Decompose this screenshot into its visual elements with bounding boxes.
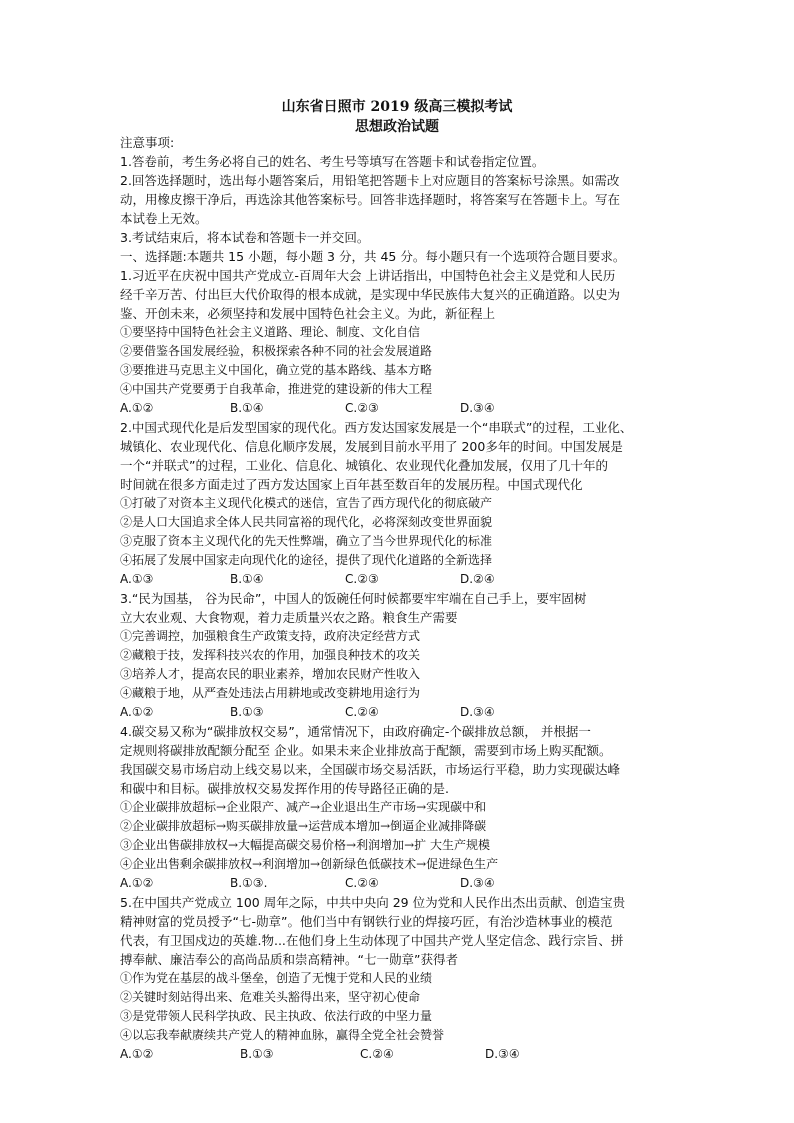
option-a: A.①② <box>120 705 154 719</box>
question-stem: 4.碳交易又称为“碳排放权交易”，通常情况下，由政府确定-个碳排放总额， 并根据一 <box>120 724 591 739</box>
option-d: D.③④ <box>460 705 495 719</box>
title-block <box>0 97 794 137</box>
option-c: C.②④ <box>345 876 379 890</box>
page-subtitle: 思想政治试题 <box>355 119 439 135</box>
option-b: B.①③ <box>230 705 264 719</box>
option-c: C.②④ <box>345 705 379 719</box>
question-stem: 3.“民为国基， 谷为民命”，中国人的饭碗任何时候都要牢牢端在自己手上，要牢固树 <box>120 591 587 606</box>
question-item: ①完善调控，加强粮食生产政策支持，政府决定经营方式 <box>120 629 421 643</box>
option-d: D.③④ <box>460 876 495 890</box>
option-c: C.②③ <box>345 401 379 415</box>
option-b: B.①③ <box>240 1047 274 1061</box>
answer-options <box>120 874 680 893</box>
question-stem: 经千辛万苦、付出巨大代价取得的根本成就，是实现中华民族伟大复兴的正确道路。以史为 <box>120 287 621 302</box>
question-item: ④藏粮于地，从严查处违法占用耕地或改变耕地用途行为 <box>120 686 421 700</box>
option-d: D.③④ <box>485 1047 520 1061</box>
question-stem: 代表，有卫国戍边的英雄.物...在他们身上生动体现了中国共产党人坚定信念、践行宗旨、拼 <box>120 933 624 948</box>
question-item: ④中国共产党要勇于自我革命，推进党的建设新的伟大工程 <box>120 382 433 396</box>
question-item: ③培养人才，提高农民的职业素养，增加农民财产性收入 <box>120 667 421 681</box>
option-b: B.①④ <box>230 401 264 415</box>
question-3 <box>120 589 680 722</box>
question-stem: 一个“并联式”的过程，工业化、信息化、城镇化、农业现代化叠加发展，仅用了几十年的 <box>120 458 608 473</box>
question-item: ①要坚持中国特色社会主义道路、理论、制度、文化自信 <box>120 325 421 339</box>
question-stem: 1.习近平在庆祝中国共产党成立-百周年大会 上讲话指出，中国特色社会主义是党和人民历 <box>120 268 616 283</box>
question-item: ③要推进马克思主义中国化，确立党的基本路线、基本方略 <box>120 363 433 377</box>
question-item: ②是人口大国追求全体人民共同富裕的现代化，必将深刻改变世界面貌 <box>120 515 493 529</box>
question-stem: 搏奉献、廉洁奉公的高尚品质和崇高精神。“七一勋章”获得者 <box>120 952 458 967</box>
question-stem: 立大农业观、大食物观，着力走质量兴农之路。粮食生产需要 <box>120 610 458 625</box>
notice-line: 1.答卷前，考生务必将自己的姓名、考生号等填写在答题卡和试卷指定位置。 <box>120 154 545 169</box>
question-2 <box>120 418 680 589</box>
question-5 <box>120 893 680 1064</box>
answer-options <box>120 399 680 418</box>
question-item: ④以忘我奉献赓续共产党人的精神血脉，赢得全党全社会赞誉 <box>120 1028 445 1042</box>
question-item: ②藏粮于技，发挥科技兴农的作用，加强良种技术的攻关 <box>120 648 421 662</box>
question-stem: 2.中国式现代化是后发型国家的现代化。西方发达国家发展是一个“串联式”的过程，工业化、 <box>120 420 633 435</box>
option-a: A.①② <box>120 876 154 890</box>
answer-options <box>120 1045 680 1064</box>
question-stem: 5.在中国共产党成立 100 周年之际，中共中央向 29 位为党和人民作出杰出贡献、创造宝贵 <box>120 895 626 910</box>
notice-line: 2.回答选择题时，选出每小题答案后，用铅笔把答题卡上对应题目的答案标号涂黑。如需改 <box>120 173 620 188</box>
question-stem: 精神财富的党员授予“七-勋章”。他们当中有钢铁行业的焊接巧匠，有治沙造林事业的模范 <box>120 914 613 929</box>
notice-heading: 注意事项: <box>120 135 175 150</box>
option-d: D.③④ <box>460 401 495 415</box>
question-stem: 城镇化、农业现代化、信息化顺序发展，发展到目前水平用了 200多年的时间。中国发展是 <box>120 439 623 454</box>
question-4 <box>120 722 680 893</box>
question-1 <box>120 266 680 418</box>
page-title: 山东省日照市 2019 级高三模拟考试 <box>281 99 513 115</box>
question-item: ③克服了资本主义现代化的先天性弊端，确立了当今世界现代化的标准 <box>120 534 493 548</box>
question-stem: 我国碳交易市场启动上线交易以来，全国碳市场交易活跃，市场运行平稳，助力实现碳达峰 <box>120 762 621 777</box>
question-stem: 时间就在很多方面走过了西方发达国家上百年甚至数百年的发展历程。中国式现代化 <box>120 477 583 492</box>
question-item: ①企业碳排放超标→企业限产、减产→企业退出生产市场→实现碳中和 <box>120 800 487 814</box>
question-item: ③是党带领人民科学执政、民主执政、依法行政的中坚力量 <box>120 1009 433 1023</box>
question-item: ①打破了对资本主义现代化模式的迷信，宣告了西方现代化的彻底破产 <box>120 496 493 510</box>
question-item: ④拓展了发展中国家走向现代化的途径，提供了现代化道路的全新选择 <box>120 553 493 567</box>
option-a: A.①② <box>120 1047 154 1061</box>
notice-line: 3.考试结束后，将本试卷和答题卡一并交回。 <box>120 230 370 245</box>
option-c: C.②④ <box>360 1047 394 1061</box>
notice-line: 本试卷上无效。 <box>120 211 208 226</box>
question-stem: 鉴、开创未来，必须坚持和发展中国特色社会主义。为此，新征程上 <box>120 306 496 321</box>
section-heading: 一、选择题:本题共 15 小题，每小题 3 分，共 45 分。每小题只有一个选项符合题目要求。 <box>120 249 626 264</box>
question-stem: 定规则将碳排放配额分配至 企业。如果未来企业排放高于配额，需要到市场上购买配额。 <box>120 743 612 758</box>
option-c: C.②③ <box>345 572 379 586</box>
question-item: ④企业出售剩余碳排放权→利润增加→创新绿色低碳技术→促进绿色生产 <box>120 857 499 871</box>
question-item: ②关键时刻站得出来、危难关头豁得出来，坚守初心使命 <box>120 990 421 1004</box>
option-a: A.①② <box>120 401 154 415</box>
question-item: ②企业碳排放超标→购买碳排放量→运营成本增加→倒逼企业减排降碳 <box>120 819 487 833</box>
question-item: ②要借鉴各国发展经验，积极探索各种不同的社会发展道路 <box>120 344 433 358</box>
answer-options <box>120 570 680 589</box>
option-d: D.②④ <box>460 572 495 586</box>
exam-content <box>120 133 680 1064</box>
option-a: A.①③ <box>120 572 154 586</box>
option-b: B.①③. <box>230 876 268 890</box>
answer-options <box>120 703 680 722</box>
notice-line: 动，用橡皮擦干净后，再选涂其他答案标号。回答非选择题时，将答案写在答题卡上。写在 <box>120 192 621 207</box>
question-stem: 和碳中和目标。碳排放权交易发挥作用的传导路径正确的是. <box>120 781 449 796</box>
question-item: ①作为党在基层的战斗堡垒，创造了无愧于党和人民的业绩 <box>120 971 433 985</box>
question-item: ③企业出售碳排放权→大幅提高碳交易价格→利润增加→扩 大生产规模 <box>120 838 490 852</box>
option-b: B.①④ <box>230 572 264 586</box>
